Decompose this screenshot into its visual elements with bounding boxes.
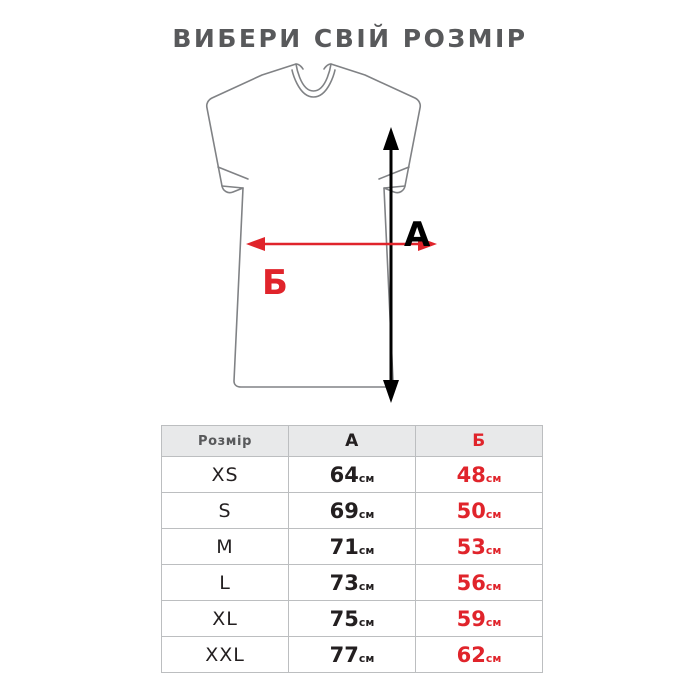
value-a-number: 73 xyxy=(329,570,359,595)
value-a-number: 69 xyxy=(329,498,359,523)
cell-value-b xyxy=(416,601,543,637)
table-row xyxy=(162,601,543,637)
cell-size: L xyxy=(162,565,289,601)
cell-value-a xyxy=(289,529,416,565)
table-row xyxy=(162,457,543,493)
cell-size: XXL xyxy=(162,637,289,673)
cell-value-a xyxy=(289,637,416,673)
table-row xyxy=(162,529,543,565)
unit-label: см xyxy=(485,615,502,629)
value-a-number: 71 xyxy=(329,534,359,559)
unit-label: см xyxy=(358,579,375,593)
unit-label: см xyxy=(358,615,375,629)
table-header xyxy=(162,426,543,457)
unit-label: см xyxy=(358,471,375,485)
cell-value-b xyxy=(416,493,543,529)
cell-value-a xyxy=(289,565,416,601)
unit-label: см xyxy=(358,507,375,521)
unit-label: см xyxy=(485,579,502,593)
unit-label: см xyxy=(485,543,502,557)
tshirt-shape xyxy=(207,64,421,387)
height-arrow xyxy=(383,127,399,403)
cell-size: XL xyxy=(162,601,289,637)
value-b-number: 50 xyxy=(456,498,486,523)
table-body xyxy=(162,457,543,673)
column-header-a: А xyxy=(289,426,416,457)
table-row xyxy=(162,493,543,529)
value-b-number: 56 xyxy=(456,570,486,595)
cell-value-b xyxy=(416,565,543,601)
cell-size: XS xyxy=(162,457,289,493)
cell-value-b xyxy=(416,457,543,493)
unit-label: см xyxy=(485,651,502,665)
table-header-row xyxy=(162,426,543,457)
unit-label: см xyxy=(358,543,375,557)
cell-value-a xyxy=(289,457,416,493)
cell-size: M xyxy=(162,529,289,565)
column-header-b: Б xyxy=(416,426,543,457)
value-a-number: 64 xyxy=(329,462,359,487)
cell-value-b xyxy=(416,637,543,673)
unit-label: см xyxy=(485,471,502,485)
column-header-size: Розмір xyxy=(162,426,289,457)
unit-label: см xyxy=(485,507,502,521)
value-b-number: 62 xyxy=(456,642,486,667)
tshirt-outline-svg xyxy=(0,55,700,405)
value-b-number: 59 xyxy=(456,606,486,631)
cell-value-a xyxy=(289,601,416,637)
value-b-number: 53 xyxy=(456,534,486,559)
page-title: ВИБЕРИ СВІЙ РОЗМІР xyxy=(172,24,528,53)
value-b-number: 48 xyxy=(456,462,486,487)
height-dimension-label: А xyxy=(404,215,431,255)
size-table xyxy=(161,425,543,673)
cell-value-a xyxy=(289,493,416,529)
value-a-number: 75 xyxy=(329,606,359,631)
cell-size: S xyxy=(162,493,289,529)
value-a-number: 77 xyxy=(329,642,359,667)
tshirt-size-diagram xyxy=(0,55,700,405)
unit-label: см xyxy=(358,651,375,665)
table-row xyxy=(162,565,543,601)
table-row xyxy=(162,637,543,673)
width-dimension-label: Б xyxy=(262,263,288,303)
cell-value-b xyxy=(416,529,543,565)
